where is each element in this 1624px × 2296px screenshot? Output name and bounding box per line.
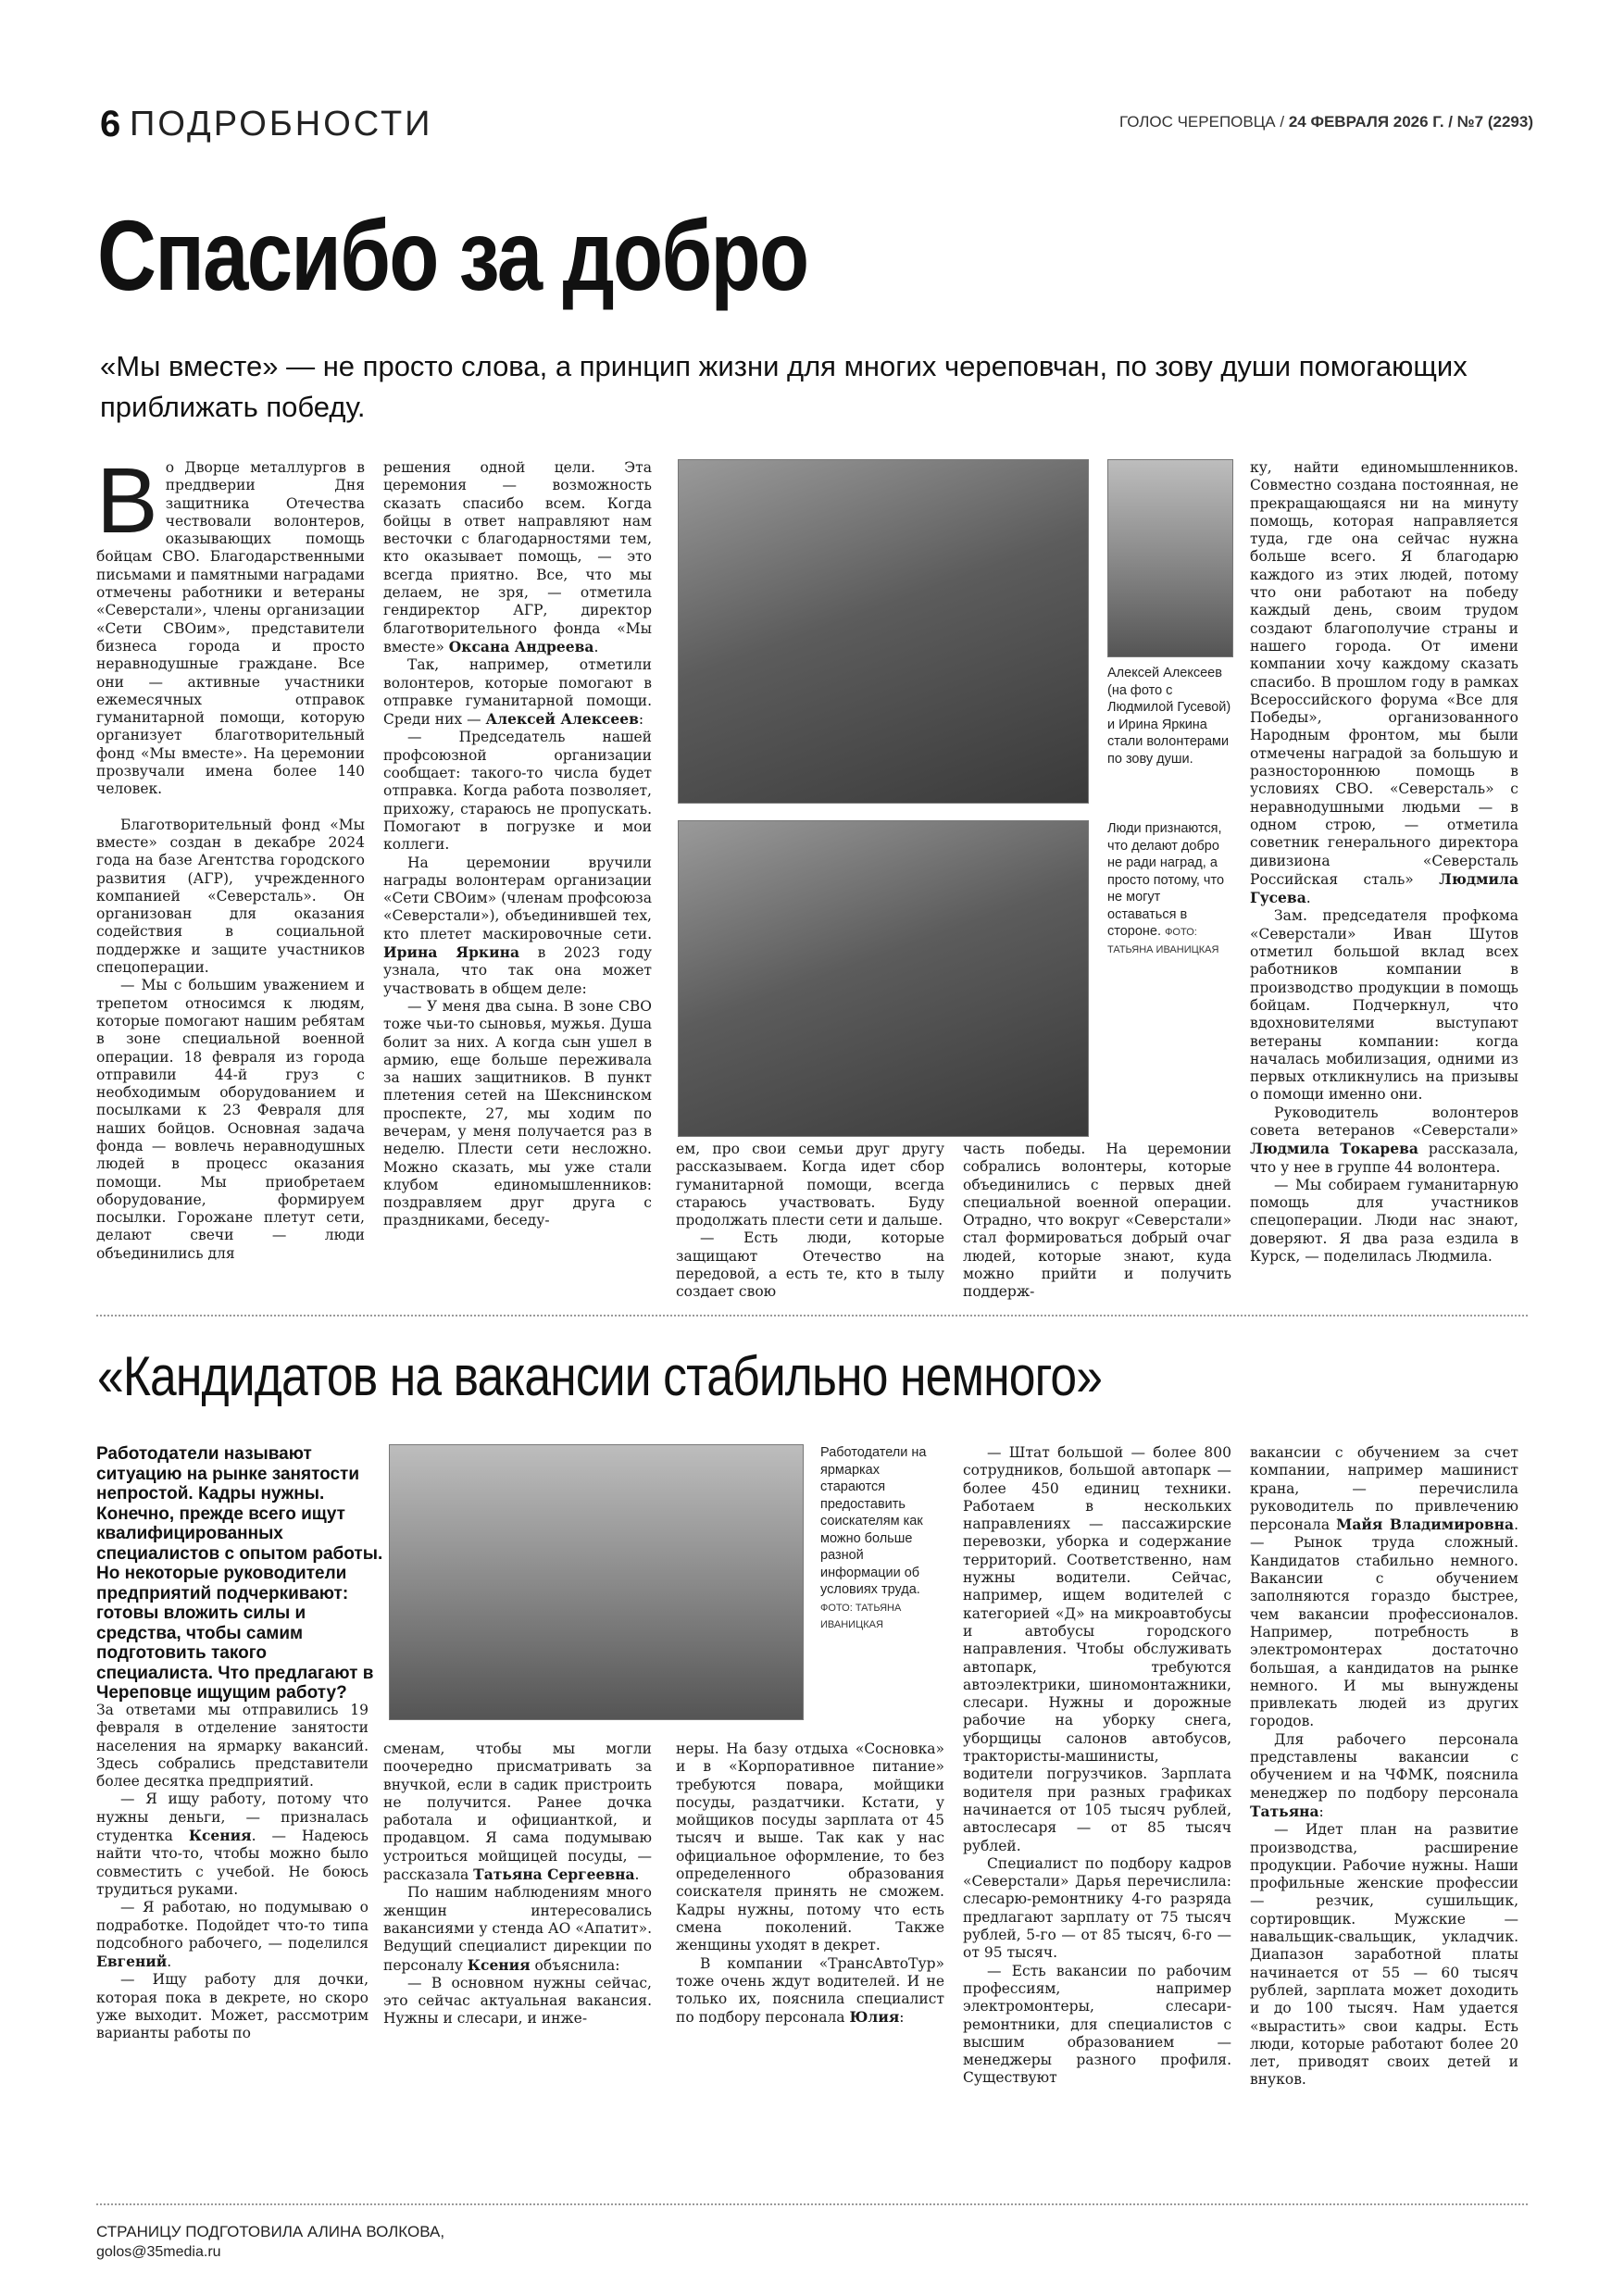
person-name: Оксана Андреева <box>448 637 594 655</box>
article1-column-2 <box>383 459 652 1230</box>
article1-column-4 <box>963 1141 1231 1302</box>
publication-name: ГОЛОС ЧЕРЕПОВЦА / <box>1118 113 1289 131</box>
paragraph: ку, найти единомышленников. Совместно создана постоянная, не прекращающаяся ни на минуту помощь, которая направляется туда, где она сейчас нужна больше всего. Я благодарю каждого из этих людей, потому что они работают на победу каждый день, своим трудом создают благополучие страны и нашего города. От имени компании хочу каждому сказать спасибо. В прошлом году в рамках Всероссийского форума «Все для Победы», организованного Народным фронтом, мы были отмечены наградой за большую и разностороннюю помощь в условиях СВО. «Северсталь» с неравнодушными людьми — в одном строю, — отметила советник генерального директора дивизиона «Северсталь Российская сталь» <box>1250 459 1518 888</box>
paragraph: — Мы собираем гуманитарную помощь для участников спецоперации. Люди нас знают, доверяют. Я два раза ездила в Курск, — поделилась Людмила. <box>1250 1176 1518 1266</box>
person-name: Алексей Алексеев <box>485 710 639 729</box>
contact-email[interactable]: golos@35media.ru <box>96 2244 221 2260</box>
person-name: Татьяна Сергеевна <box>473 1866 635 1884</box>
photo-caption-1: Алексей Алексеев (на фото с Людмилой Гусевой) и Ирина Яркина стали волонтерами по зову души. <box>1107 666 1231 767</box>
section-title: ПОДРОБНОСТИ <box>130 105 433 144</box>
paragraph-end: . <box>1305 890 1311 907</box>
person-name: Татьяна <box>1250 1802 1319 1820</box>
issue-info <box>1119 113 1533 131</box>
caption-text: Люди признаются, что делают добро не ради наград, а просто потому, что не могут оставаться в стороне. <box>1107 821 1225 939</box>
person-name: Людмила Гусева <box>1250 869 1518 907</box>
photo-audience <box>678 820 1089 1137</box>
article2-column-3 <box>676 1741 944 2028</box>
footer-divider <box>96 2203 1528 2205</box>
paragraph: Благотворительный фонд «Мы вместе» создан в декабре 2024 года на базе Агентства городского развития (АГР), учрежденного компанией «Северсталь». Он организован для оказания содействия в социальной поддержке и защите участников спецоперации. <box>96 816 365 977</box>
person-name: Людмила Токарева <box>1250 1140 1418 1158</box>
paragraph: За ответами мы отправились 19 февраля в отделение занятости населения на ярмарку вакансий. Здесь собрались представители более десятка предприятий. <box>96 1702 369 1791</box>
person-name: Майя Владимировна <box>1336 1516 1515 1534</box>
paragraph: сменам, чтобы мы могли поочередно присматривать за внучкой, если в садик пристроить не получится. Ранее дочка работала и официанткой, и продавцом. Я сама подумываю устроиться мойщицей посуды, — рассказала <box>383 1741 652 1884</box>
article1-column-1 <box>96 449 365 1263</box>
person-name: Юлия <box>849 2008 900 2027</box>
paragraph: объяснила: <box>530 1956 620 1974</box>
prepared-by: СТРАНИЦУ ПОДГОТОВИЛА АЛИНА ВОЛКОВА, <box>96 2223 445 2240</box>
article1-column-3 <box>676 1141 944 1302</box>
person-name: Ксения <box>188 1827 252 1845</box>
paragraph: — Идет план на развитие производства, расширение продукции. Рабочие нужны. Наши профильные женские профессии — резчик, сушильщик, сортировщик. Мужские — навальщик-свальщик, укладчик. Диапазон заработной платы начинается от 55 — 60 тысяч рублей, зарплата может доходить и до 100 тысяч. Нам удается «вырастить» свои кадры. Есть люди, которые работают более 20 лет, приводят своих детей и внуков. <box>1250 1821 1518 2089</box>
paragraph-end: : <box>1318 1803 1324 1820</box>
photo-credit: ФОТО: ТАТЬЯНА ИВАНИЦКАЯ <box>1107 927 1219 955</box>
paragraph: Зам. председателя профкома «Северстали» Иван Шутов отметил большой вклад всех работников компании в производство продукции в помощь бойцам. Подчеркнул, что вдохновителями выступают ветераны компании: когда началась мобилизация, одними из первых откликнулись на призывы о помощи именно они. <box>1250 907 1518 1104</box>
paragraph: — Есть вакансии по рабочим профессиям, например электромонтеры, слесари-ремонтники, для специалистов с высшим образованием — менеджеры разного профиля. Существуют <box>963 1962 1231 2087</box>
page-number: 6 <box>100 104 121 144</box>
article2-column-2 <box>383 1741 652 2028</box>
article2-column-4 <box>963 1444 1231 2088</box>
paragraph: — У меня два сына. В зоне СВО тоже чьи-то сыновья, мужья. Душа болит за них. А когда сын ушел в армию, еще больше переживала за наших защитников. В пункт плетения сетей на Шекснинском проспекте, 27, мы ходим по вечерам, у меня получается раз в неделю. Плести сети несложно. Можно сказать, мы уже стали клубом единомышленников: поздравляем друг друга с праздниками, беседу- <box>383 997 652 1229</box>
caption-text: Работодатели на ярмарках стараются предоставить соискателям как можно больше разной информации об условиях труда. <box>820 1445 927 1597</box>
paragraph: В компании «ТрансАвтоТур» тоже очень ждут водителей. И не только их, пояснила специалист по подбору персонала <box>676 1954 944 2027</box>
paragraph: . — Рынок труда сложный. Кандидатов стабильно немного. Вакансии с обучением заполняются гораздо быстрее, чем вакансии профессионалов. Например, потребность в электромонтерах достаточно большая, а кандидатов на рынке немного. И мы вынуждены привлекать людей из других городов. <box>1250 1516 1518 1730</box>
paragraph: — Я ищу работу, потому что нужны деньги, — призналась студентка <box>96 1791 369 1845</box>
person-name: Ирина Яркина <box>383 943 519 962</box>
photo-caption-2 <box>1107 820 1226 957</box>
article1-column-5 <box>1250 459 1518 1266</box>
paragraph: Специалист по подбору кадров «Северстали» Дарья перечислила: слесарю-ремонтнику 4-го разряда предлагают зарплату от 75 тысяч рублей, 5-го — от 85 тысяч, 6-го — от 95 тысяч. <box>963 1854 1231 1962</box>
section-divider <box>96 1315 1528 1316</box>
paragraph: часть победы. На церемонии собрались волонтеры, которые объединились с первых дней специальной военной операции. Отрадно, что вокруг «Северстали» стал формироваться добрый очаг людей, которые знают, куда можно прийти и получить поддерж- <box>963 1141 1231 1301</box>
paragraph: — В основном нужны сейчас, это сейчас актуальная вакансия. Нужны и слесари, и инже- <box>383 1974 652 2028</box>
paragraph: — Ищу работу для дочки, которая пока в декрете, но скоро уже выходит. Может, рассмотрим варианты работы по <box>96 1971 369 2042</box>
paragraph: ем, про свои семьи друг другу рассказываем. Когда идет сбор гуманитарной помощи, всегда стараюсь участвовать. Буду продолжать плести сети и дальше. <box>676 1141 944 1229</box>
drop-cap: В <box>96 449 158 553</box>
article1-headline: Спасибо за добро <box>97 199 808 311</box>
paragraph: неры. На базу отдыха «Сосновка» и в «Корпоративное питание» требуются повара, мойщики посуды, раздатчики. Кстати, у мойщиков посуды зарплата от 45 тысяч и выше. Так как у нас официальное оформление, то без определенного образования соискателя принять не сможем. Кадры нужны, потому что есть смена поколений. Также женщины уходят в декрет. <box>676 1741 944 1954</box>
paragraph: Так, например, отметили волонтеров, которые помогают в отправке гуманитарной помощи. Среди них — <box>383 656 652 729</box>
paragraph: — Есть люди, которые защищают Отечество на передовой, а есть те, кто в тылу создает свою <box>676 1229 944 1301</box>
paragraph: — Я работаю, но подумываю о подработке. Подойдет что-то типа подсобного рабочего, — поделился <box>96 1899 369 1952</box>
paragraph: Руководитель волонтеров совета ветеранов «Северстали» <box>1250 1104 1518 1139</box>
photo-job-fair <box>389 1444 804 1720</box>
paragraph: Для рабочего персонала представлены вакансии с обучением и на ЧФМК, пояснила менеджер по подбору персонала <box>1250 1730 1518 1802</box>
paragraph: — Штат большой — более 800 сотрудников, большой автопарк — более 450 единиц техники. Работаем в нескольких направлениях — пассажирские перевозки, уборка и содержание территорий. Соответственно, нам нужны водители. Сейчас, например, ищем водителей с категорией «Д» на микроавтобусы и автобусы городского направления. Чтобы обслуживать автопарк, требуются автоэлектрики, шиномонтажники, слесари. Нужны и дорожные рабочие на уборку снега, уборщицы салонов автобусов, трактористы-машинисты, водители погрузчиков. Зарплата водителя при разных графиках начинается от 105 тысяч рублей, автослесаря — от 85 тысяч рублей. <box>963 1444 1231 1854</box>
paragraph-end: : <box>899 2009 905 2027</box>
page-credits <box>96 2222 444 2263</box>
paragraph: вакансии с обучением за счет компании, например машинист крана, — перечислила руководитель по привлечению персонала <box>1250 1444 1518 1534</box>
person-name: Евгений <box>96 1953 168 1971</box>
paragraph-end: . <box>167 1953 172 1971</box>
article2-column-5 <box>1250 1444 1518 2090</box>
photo-credit: ФОТО: ТАТЬЯНА ИВАНИЦКАЯ <box>820 1602 902 1630</box>
paragraph: На церемонии вручили награды волонтерам организации «Сети СВОим» (членам профсоюза «Северстали»), объединившей тех, кто плетет маскировочные сети. <box>383 854 652 942</box>
paragraph: о Дворце металлургов в преддверии Дня защитника Отечества чествовали волонтеров, оказывающих помощь бойцам СВО. Благодарственными письмами и памятными наградами отмечены работники и ветераны «Северстали», члены организации «Сети СВОим», представители бизнеса города и просто неравнодушные граждане. Все они — активные участники ежемесячных отправок гуманитарной помощи, которую организует благотворительный фонд «Мы вместе». На церемонии прозвучали имена более 140 человек. <box>96 459 365 798</box>
article2-headline: «Кандидатов на вакансии стабильно немного» <box>97 1345 1103 1407</box>
paragraph-end: : <box>638 711 644 729</box>
paragraph-end: в 2023 году узнала, что так она может участвовать в общем деле: <box>383 944 652 997</box>
paragraph-end: рассказала, что у нее в группе 44 волонтера. <box>1250 1141 1518 1176</box>
article1-lead: «Мы вместе» — не просто слова, а принцип жизни для многих череповчан, по зову души помогающих приближать победу. <box>100 350 1468 423</box>
photo-volunteer-portrait <box>1107 459 1233 657</box>
paragraph-end: . <box>593 638 599 655</box>
article2-lead: Работодатели называют ситуацию на рынке занятости непростой. Кадры нужны. Конечно, прежде всего ищут квалифицированных специалистов с опытом работы. Но некоторые руководители предприятий подчеркивают: готовы вложить силы и средства, чтобы самим подготовить такого специалиста. Что предлагают в Череповце ищущим работу? <box>96 1444 383 1703</box>
job-fair-photo-caption <box>820 1444 944 1633</box>
article2-column-1 <box>96 1702 369 2043</box>
photo-award-ceremony <box>678 459 1089 804</box>
person-name: Ксения <box>467 1955 531 1974</box>
paragraph: решения одной цели. Эта церемония — возможность сказать спасибо всем. Когда бойцы в ответ направляют нам весточки с благодарностями тем, кто оказывает помощь, — это всегда приятно. Все, что мы делаем, не зря, — отметила гендиректор АГР, директор благотворительного фонда «Мы вместе» <box>383 459 652 655</box>
paragraph: . — Надеюсь найти что-то, чтобы можно было совместить с учебой. Не боюсь трудиться руками. <box>96 1828 369 1898</box>
paragraph: — Мы с большим уважением и трепетом относимся к людям, которые помогают нашим ребятам в зоне специальной военной операции. 18 февраля из города отправили 44-й груз с необходимым оборудованием и посылками к 23 Февраля для наших бойцов. Основная задача фонда — вовлечь неравнодушных людей в процесс оказания помощи. Мы приобретаем оборудование, формируем посылки. Горожане плетут сети, делают свечи — люди объединились для <box>96 977 365 1262</box>
paragraph-end: . <box>634 1866 640 1884</box>
issue-date-number: 24 ФЕВРАЛЯ 2026 Г. / №7 (2293) <box>1288 113 1533 131</box>
paragraph: По нашим наблюдениям много женщин интересовались вакансиями у стенда АО «Апатит». Ведущий специалист дирекции по персоналу <box>383 1884 652 1974</box>
paragraph: — Председатель нашей профсоюзной организации сообщает: такого-то числа будет отправка. Когда работа позволяет, прихожу, стараюсь не пропускать. Помогают в погрузке и мои коллеги. <box>383 729 652 854</box>
